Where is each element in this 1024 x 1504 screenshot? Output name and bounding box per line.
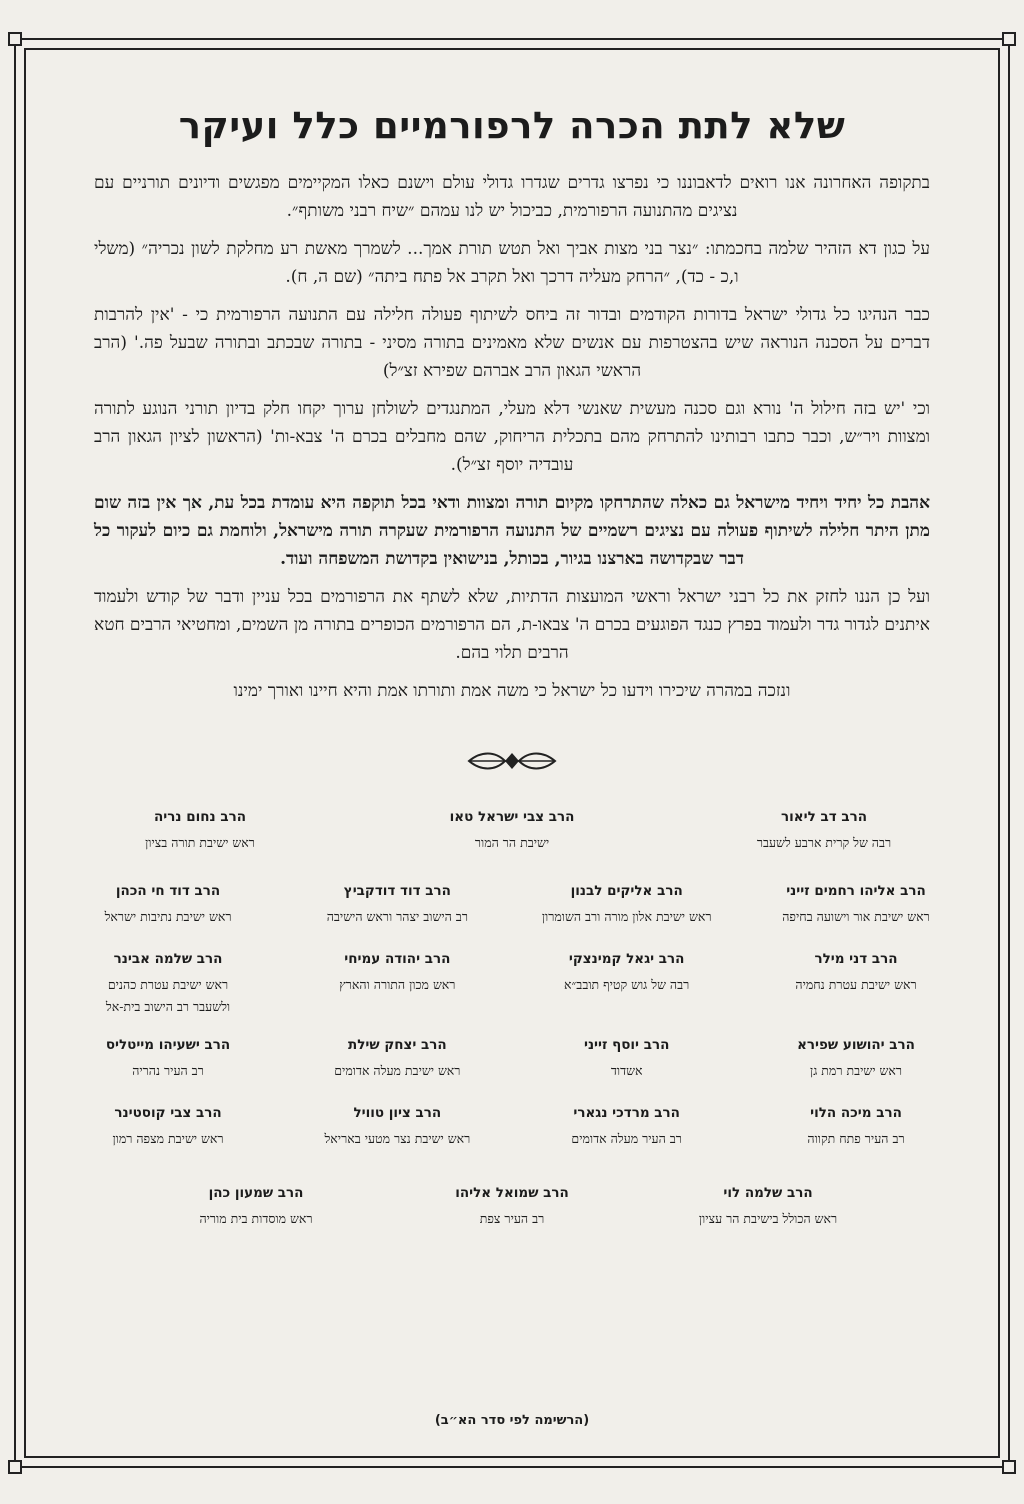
signatory-name: הרב מרדכי נגארי bbox=[573, 1105, 680, 1121]
document-page bbox=[40, 60, 984, 1450]
signatory bbox=[422, 807, 602, 853]
signatory-role: ראש ישיבת מצפה רמון bbox=[112, 1131, 224, 1146]
signatory bbox=[678, 1183, 858, 1229]
signatory-name: הרב יגאל קמינצקי bbox=[568, 951, 685, 967]
signatory-role: רב הישוב יצהר וראש הישיבה bbox=[326, 909, 468, 924]
signatory-role: ולשעבר רב הישוב בית-אל bbox=[105, 999, 231, 1014]
signatory-role: ראש מוסדות בית מוריה bbox=[199, 1211, 313, 1226]
signatory-row bbox=[40, 949, 984, 1017]
signatory-role: ראש ישיבת מעלה אדומים bbox=[334, 1063, 461, 1078]
signatory-name: הרב צבי קוסטינר bbox=[114, 1105, 222, 1121]
signatory-row bbox=[40, 881, 984, 927]
signatory bbox=[537, 1035, 717, 1081]
decorative-flourish-icon bbox=[40, 749, 984, 779]
signatory-role: ישיבת הר המור bbox=[474, 835, 550, 850]
paragraph: ועל כן הננו לחזק את כל רבני ישראל וראשי המועצות הדתיות, שלא לשתף את הרפורמים בכל עניין ודבר של קודש ולעמוד איתנים לגדור גדר ולעמוד בפרץ כנגד הפוגעים בכרם ה' צבאו-ת, הם הרפורמים הכופרים בתורה מן השמים, ומחטיאי הרבים חטא הרבים תלוי בהם. bbox=[94, 587, 930, 663]
signatory-role: ראש ישיבת נצר מטעי באריאל bbox=[324, 1131, 471, 1146]
signatory-name: הרב אליהו רחמים זייני bbox=[786, 883, 926, 899]
page-title: שלא לתת הכרה לרפורמיים כלל ועיקר bbox=[178, 104, 846, 147]
signatory-role: ראש הכולל בישיבת הר עציון bbox=[698, 1211, 838, 1226]
paragraph: בתקופה האחרונה אנו רואים לדאבוננו כי נפרצו גדרים שגדרו גדולי עולם וישנם כאלו המקיימים מפגשים ודיונים תורניים עם נציגים מהתנועה הרפורמית, כביכול יש לנו עמהם ״שיח רבני משותף״. bbox=[94, 173, 930, 221]
signatory-role: רבה של גוש קטיף תובב״א bbox=[564, 977, 690, 992]
signatory bbox=[307, 949, 487, 1017]
signatory-role: ראש ישיבת עטרת נחמיה bbox=[795, 977, 917, 992]
signatory-name: הרב שמעון כהן bbox=[208, 1185, 304, 1201]
signatory-name: הרב דוד דודקביץ bbox=[343, 883, 451, 899]
signatory-name: הרב דוד חי הכהן bbox=[115, 883, 221, 899]
signatory-name: הרב יהודה עמיחי bbox=[344, 951, 451, 967]
signatory-row bbox=[40, 1103, 984, 1149]
signatory-role: ראש ישיבת תורה בציון bbox=[145, 835, 255, 850]
signatory-name: הרב ישעיהו מייטליס bbox=[105, 1037, 231, 1053]
signatory bbox=[537, 881, 717, 927]
signatory-role: ראש ישיבת אלון מורה ורב השומרון bbox=[541, 909, 712, 924]
signatory-role: ראש ישיבת עטרת כהנים bbox=[107, 977, 229, 992]
signatory bbox=[734, 807, 914, 853]
signatory-row bbox=[40, 807, 984, 853]
signatory bbox=[78, 1035, 258, 1081]
signatory-name: הרב שמואל אליהו bbox=[455, 1185, 569, 1201]
signatories bbox=[40, 807, 984, 1229]
signatory-name: הרב דני מילר bbox=[814, 951, 898, 967]
signatory bbox=[78, 949, 258, 1017]
signatory bbox=[307, 1103, 487, 1149]
signatory bbox=[766, 881, 946, 927]
signatory-row bbox=[40, 1035, 984, 1081]
signatory-role: ראש מכון התורה והארץ bbox=[339, 977, 456, 992]
signatory bbox=[537, 1103, 717, 1149]
signatory bbox=[766, 1035, 946, 1081]
signatory-name: הרב יצחק שילת bbox=[348, 1037, 447, 1053]
signatory-role: ראש ישיבת נתיבות ישראל bbox=[104, 909, 232, 924]
signatory-role: רבה של קרית ארבע לשעבר bbox=[756, 835, 892, 850]
signatory-name: הרב מיכה הלוי bbox=[810, 1105, 902, 1121]
signatory bbox=[78, 1103, 258, 1149]
signatory-role: ראש ישיבת אור וישועה בחיפה bbox=[782, 909, 930, 924]
closing-line: ונזכה במהרה שיכירו וידעו כל ישראל כי משה אמת ותורתו אמת והיא חיינו ואורך ימינו bbox=[233, 681, 791, 701]
signatory-name: הרב שלמה אבינר bbox=[113, 951, 223, 967]
signatory-role: רב העיר מעלה אדומים bbox=[571, 1131, 682, 1146]
signatory-name: הרב שלמה לוי bbox=[723, 1185, 813, 1201]
signatory-name: הרב נחום נריה bbox=[154, 809, 246, 825]
signatory bbox=[766, 949, 946, 1017]
footer-note: (הרשימה לפי סדר הא״ב) bbox=[434, 1413, 590, 1428]
paragraph-bold: אהבת כל יחיד ויחיד מישראל גם כאלה שהתרחקו מקיום תורה ומצוות ודאי בכל תוקפה היא עומדת בכל עת, אך אין בזה שום מתן היתר חלילה לשיתוף פעולה עם נציגים רשמיים של התנועה הרפורמית שעקרה תורה מישראל, ולוחמת גם כיום לעקור כל דבר שבקדושה בארצנו בגיור, בכותל, בנישואין בקדושת המשפחה ועוד. bbox=[94, 493, 930, 569]
signatory bbox=[766, 1103, 946, 1149]
letter-body bbox=[40, 169, 984, 705]
signatory bbox=[422, 1183, 602, 1229]
signatory-role: רב העיר צפת bbox=[479, 1211, 545, 1226]
signatory bbox=[78, 881, 258, 927]
frame-corner bbox=[1002, 1460, 1016, 1474]
signatory bbox=[166, 1183, 346, 1229]
signatory-row bbox=[40, 1183, 984, 1229]
signatory bbox=[537, 949, 717, 1017]
signatory-name: הרב דב ליאור bbox=[781, 809, 867, 825]
paragraph: וכי 'יש בזה חילול ה' נורא וגם סכנה מעשית שאנשי דלא מעלי, המתנגדים לשולחן ערוך יקחו חלק בדיון תורני הנוגע לתורה ומצוות ויר״ש, וכבר כתבו רבותינו להתרחק מהם בתכלית הריחוק, שהם מחבלים בכרם ה' צבא-ות' (הראשון לציון הגאון הרב עובדיה יוסף זצ״ל). bbox=[94, 399, 930, 475]
signatory-name: הרב יוסף זייני bbox=[583, 1037, 670, 1053]
signatory-role: רב העיר פתח תקווה bbox=[807, 1131, 905, 1146]
signatory bbox=[307, 881, 487, 927]
frame-corner bbox=[8, 32, 22, 46]
signatory bbox=[110, 807, 290, 853]
paragraph: על כגון דא הזהיר שלמה בחכמתו: ״נצר בני מצות אביך ואל תטש תורת אמך... לשמרך מאשת רע מחלקת לשון נכריה״ (משלי ו,כ - כד), ״הרחק מעליה דרכך ואל תקרב אל פתח ביתה״ (שם ה, ח). bbox=[94, 239, 930, 287]
signatory-role: אשדוד bbox=[610, 1063, 643, 1078]
signatory-name: הרב אליקים לבנון bbox=[570, 883, 683, 899]
signatory-name: הרב ציון טוויל bbox=[353, 1105, 442, 1121]
frame-corner bbox=[1002, 32, 1016, 46]
signatory-name: הרב יהושוע שפירא bbox=[797, 1037, 915, 1053]
paragraph: כבר הנהיגו כל גדולי ישראל בדורות הקודמים ובדור זה ביחס לשיתוף פעולה חלילה עם התנועה הרפורמית כי - 'אין להרבות דברים על הסכנה הנוראה שיש בהצטרפות עם אנשים שלא מאמינים בתורה מסיני - בתורה שבכתב ובתורה שבעל פה.' (הרב הראשי הגאון הרב אברהם שפירא זצ״ל) bbox=[94, 305, 930, 381]
signatory bbox=[307, 1035, 487, 1081]
signatory-role: רב העיר נהריה bbox=[132, 1063, 204, 1078]
frame-corner bbox=[8, 1460, 22, 1474]
signatory-name: הרב צבי ישראל טאו bbox=[449, 809, 575, 825]
signatory-role: ראש ישיבת רמת גן bbox=[810, 1063, 902, 1078]
